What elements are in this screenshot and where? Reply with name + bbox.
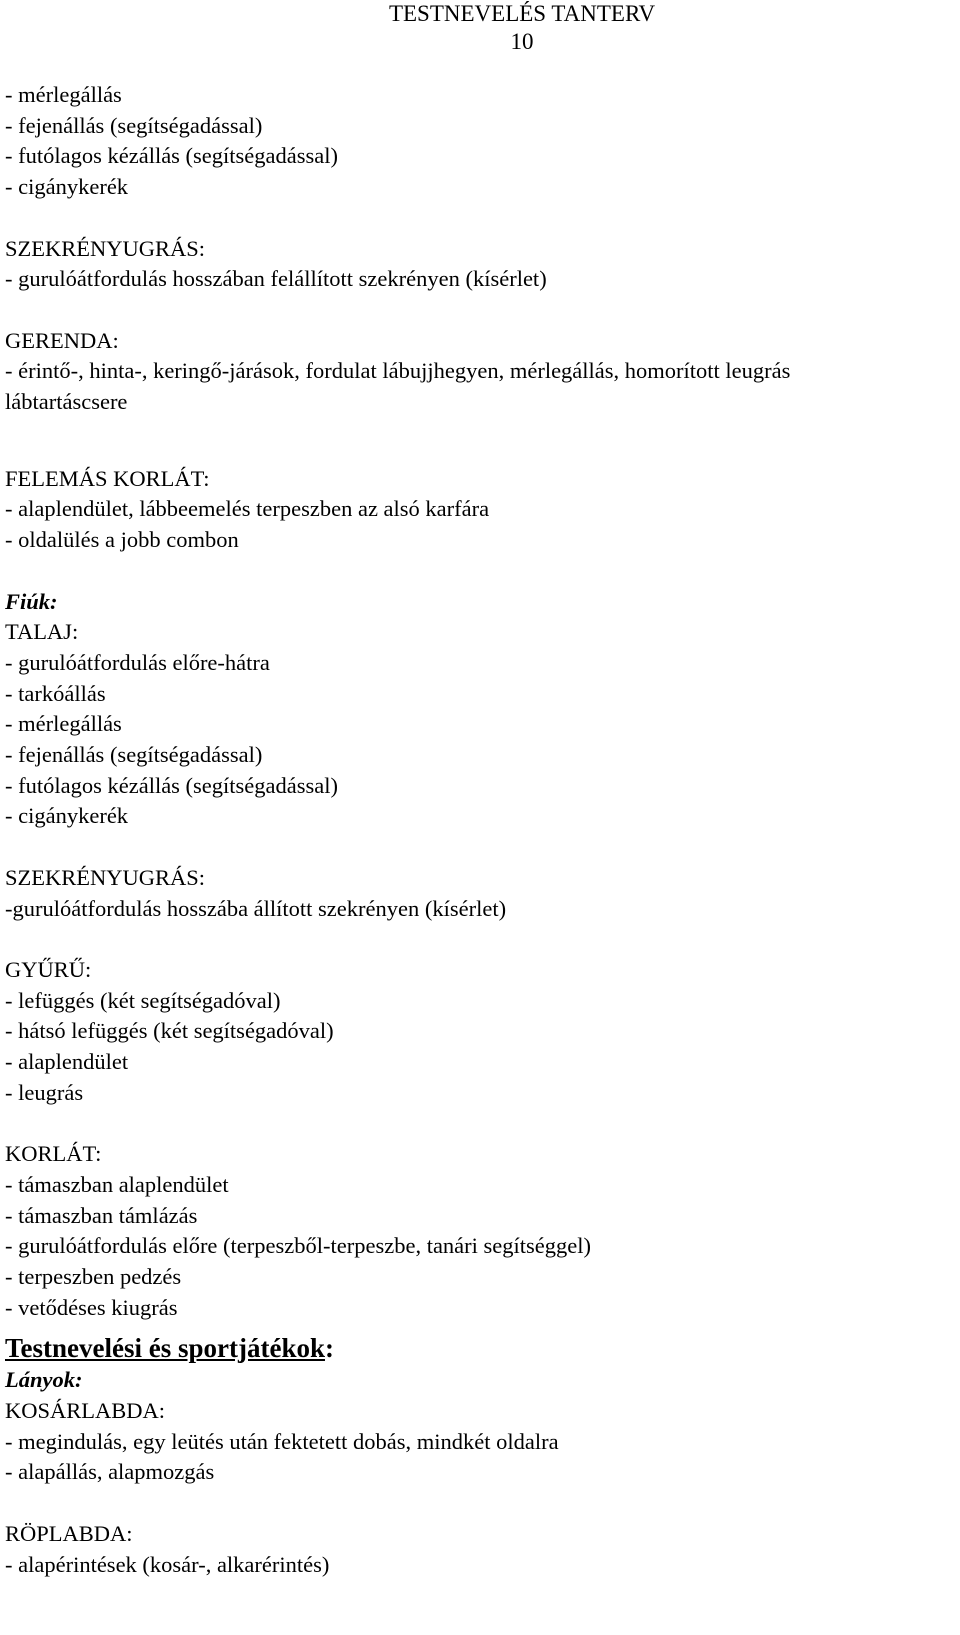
document-header (386, 0, 658, 56)
document-title: TESTNEVELÉS TANTERV (388, 1, 656, 26)
list-item: - tarkóállás (5, 680, 106, 706)
spacer (5, 203, 955, 234)
spacer (5, 924, 955, 955)
sports-title-text: Testnevelési és sportjátékok (5, 1333, 325, 1364)
spacer (5, 418, 955, 464)
list-item: - érintő-, hinta-, keringő-járások, fordulat lábujjhegyen, mérlegállás, homorított leugrás (5, 358, 791, 384)
list-item: - vetődéses kiugrás (5, 1294, 178, 1320)
list-item: - terpeszben pedzés (5, 1263, 182, 1289)
boys-vault-section (5, 863, 955, 924)
spacer (5, 832, 955, 863)
section-heading: TALAJ: (5, 619, 79, 645)
list-item: - megindulás, egy leütés után fektetett dobás, mindkét oldalra (5, 1428, 559, 1454)
girls-label: Lányok: (5, 1367, 83, 1393)
beam-section (5, 326, 955, 418)
section-heading: SZEKRÉNYUGRÁS: (5, 235, 206, 261)
list-item: - alaplendület (5, 1049, 129, 1075)
spacer (5, 556, 955, 587)
section-heading: KORLÁT: (5, 1141, 102, 1167)
list-item: - fejenállás (segítségadással) (5, 112, 263, 138)
spacer (5, 295, 955, 326)
boys-parallel-bars-section (5, 1139, 955, 1323)
volleyball-section (5, 1519, 955, 1580)
list-item: - alapérintések (kosár-, alkarérintés) (5, 1551, 330, 1577)
list-item: - leugrás (5, 1079, 84, 1105)
list-item: - támaszban támlázás (5, 1202, 198, 1228)
girls-vault-section (5, 234, 955, 295)
list-item: - oldalülés a jobb combon (5, 527, 239, 553)
list-item: - futólagos kézállás (segítségadással) (5, 772, 339, 798)
list-item: - mérlegállás (5, 711, 122, 737)
basketball-section (5, 1396, 955, 1488)
boys-label: Fiúk: (5, 588, 58, 614)
list-item: - támaszban alaplendület (5, 1171, 229, 1197)
document-body (5, 80, 955, 1580)
uneven-bars-section (5, 464, 955, 556)
section-heading: GERENDA: (5, 327, 119, 353)
section-heading: KOSÁRLABDA: (5, 1398, 166, 1424)
spacer (5, 1108, 955, 1139)
intro-list (5, 80, 955, 203)
section-heading: FELEMÁS KORLÁT: (5, 465, 210, 491)
list-item: -gurulóátfordulás hosszába állított szekrényen (kísérlet) (5, 895, 507, 921)
boys-rings-section (5, 955, 955, 1109)
list-item: - lefüggés (két segítségadóval) (5, 987, 281, 1013)
list-item: - futólagos kézállás (segítségadással) (5, 143, 339, 169)
list-item: - mérlegállás (5, 82, 122, 107)
sports-section-title (5, 1331, 955, 1365)
list-item: - alaplendület, lábbeemelés terpeszben az alsó karfára (5, 496, 490, 522)
section-heading: RÖPLABDA: (5, 1520, 133, 1546)
list-item: - gurulóátfordulás hosszában felállított szekrényen (kísérlet) (5, 266, 547, 292)
list-item: - hátsó lefüggés (két segítségadóval) (5, 1018, 334, 1044)
section-heading: SZEKRÉNYUGRÁS: (5, 864, 206, 890)
section-heading: GYŰRŰ: (5, 956, 92, 982)
list-item: - cigánykerék (5, 174, 129, 200)
list-item: - fejenállás (segítségadással) (5, 742, 263, 768)
page-number: 10 (510, 29, 534, 54)
sports-title-colon: : (324, 1333, 334, 1364)
list-item-continuation: lábtartáscsere (5, 389, 128, 414)
list-item: - gurulóátfordulás előre (terpeszből-terpeszbe, tanári segítséggel) (5, 1233, 591, 1259)
list-item: - cigánykerék (5, 803, 129, 829)
spacer (5, 1488, 955, 1519)
boys-floor-section (5, 617, 955, 832)
list-item: - gurulóátfordulás előre-hátra (5, 649, 270, 675)
list-item: - alapállás, alapmozgás (5, 1459, 215, 1485)
